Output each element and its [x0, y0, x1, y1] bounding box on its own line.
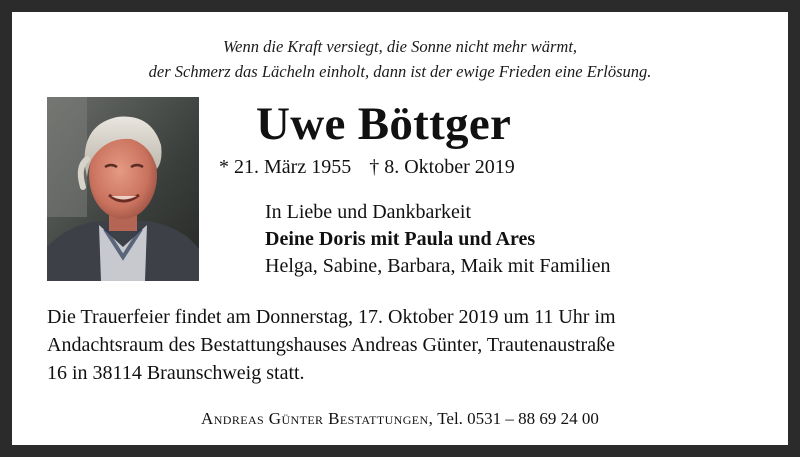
mourners-block: [265, 199, 610, 280]
deceased-name: Uwe Böttger: [256, 98, 512, 150]
birth-date: * 21. März 1955: [219, 156, 352, 178]
ceremony-line-2: Andachtsraum des Bestattungshauses Andreas Günter, Trautenaustraße: [47, 334, 615, 356]
funeral-ceremony-info: [47, 303, 767, 387]
mourners-intro: In Liebe und Dankbarkeit: [265, 201, 472, 223]
memorial-quote: [12, 34, 788, 84]
mourners-others: Helga, Sabine, Barbara, Maik mit Familien: [265, 255, 611, 277]
ceremony-line-3: 16 in 38114 Braunschweig statt.: [47, 362, 305, 384]
ceremony-line-1: Die Trauerfeier findet am Donnerstag, 17. Oktober 2019 um 11 Uhr im: [47, 306, 616, 328]
death-date: † 8. Oktober 2019: [369, 156, 515, 178]
quote-line-1: Wenn die Kraft versiegt, die Sonne nicht mehr wärmt,: [222, 37, 578, 56]
mourners-family: Deine Doris mit Paula und Ares: [265, 228, 536, 250]
funeral-home-name: Andreas Günter Bestattungen,: [201, 409, 434, 428]
life-dates: [219, 155, 515, 179]
funeral-home-footer: [12, 408, 788, 430]
funeral-home-phone: Tel. 0531 – 88 69 24 00: [437, 409, 599, 428]
portrait-photo: [47, 97, 199, 281]
quote-line-2: der Schmerz das Lächeln einholt, dann ist der ewige Frieden eine Erlösung.: [148, 62, 652, 81]
